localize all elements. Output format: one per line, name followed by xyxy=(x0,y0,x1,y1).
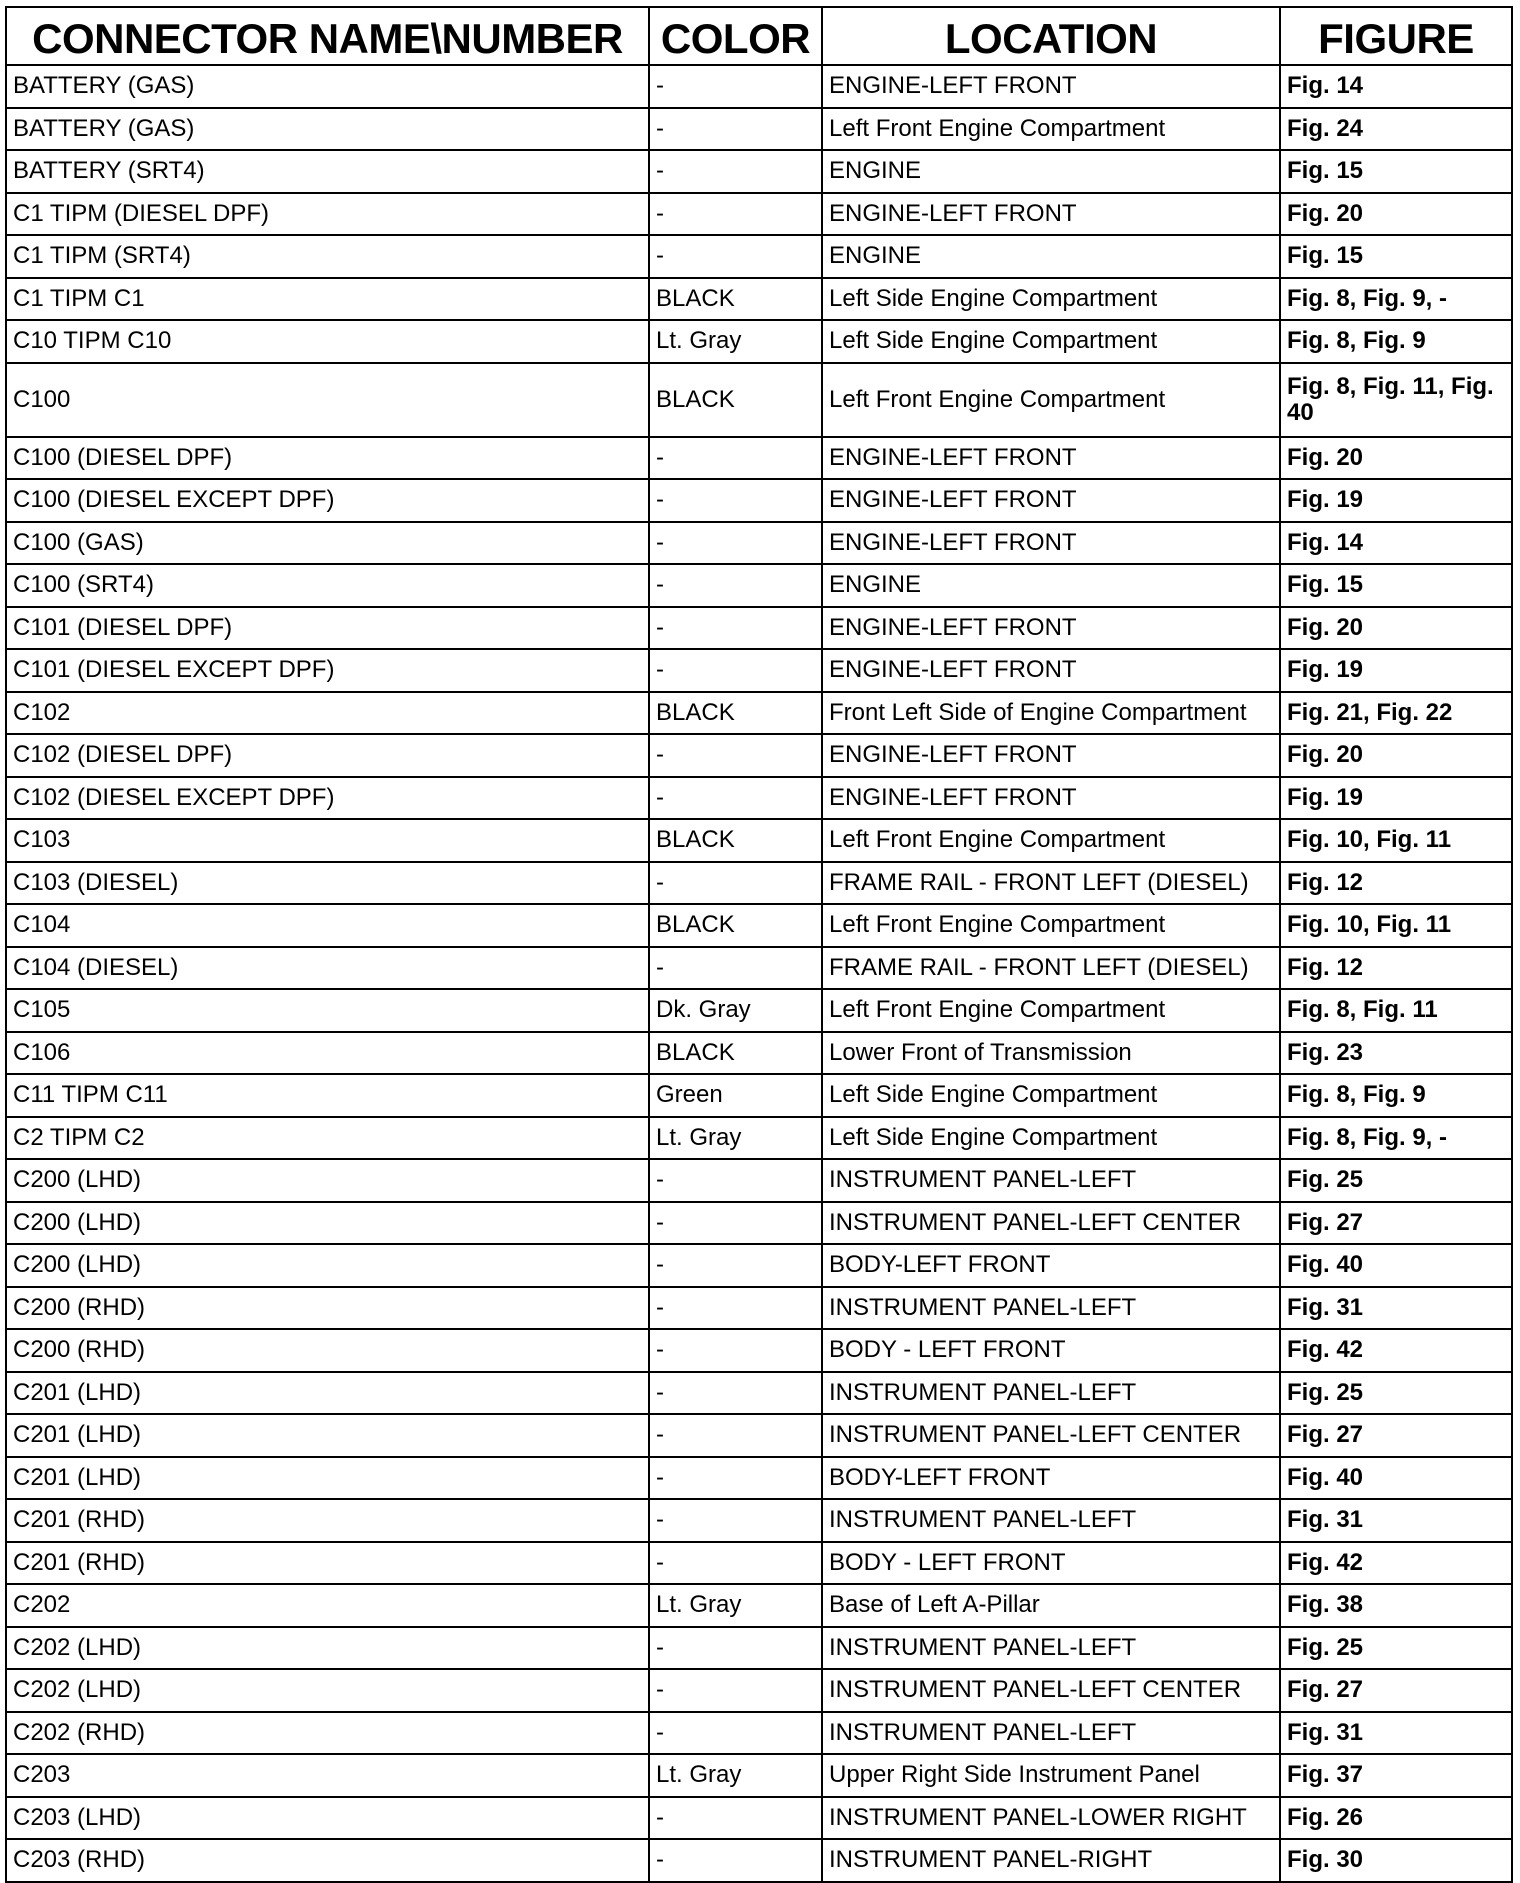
connector-name-cell: C203 (LHD) xyxy=(6,1797,649,1840)
connector-name-cell: C200 (LHD) xyxy=(6,1159,649,1202)
figure-cell: Fig. 24 xyxy=(1280,108,1512,151)
figure-cell: Fig. 19 xyxy=(1280,649,1512,692)
location-cell: FRAME RAIL - FRONT LEFT (DIESEL) xyxy=(822,947,1280,990)
table-row xyxy=(6,1839,1512,1882)
table-row xyxy=(6,320,1512,363)
connector-name-cell: C100 (GAS) xyxy=(6,522,649,565)
color-cell: - xyxy=(649,1839,822,1882)
location-cell: Left Front Engine Compartment xyxy=(822,904,1280,947)
location-cell: Base of Left A-Pillar xyxy=(822,1584,1280,1627)
table-row xyxy=(6,437,1512,480)
figure-cell: Fig. 40 xyxy=(1280,1457,1512,1500)
connector-name-cell: C102 (DIESEL DPF) xyxy=(6,734,649,777)
connector-name-cell: BATTERY (SRT4) xyxy=(6,150,649,193)
table-row xyxy=(6,1117,1512,1160)
color-cell: - xyxy=(649,1669,822,1712)
location-cell: Left Front Engine Compartment xyxy=(822,989,1280,1032)
figure-cell: Fig. 31 xyxy=(1280,1712,1512,1755)
location-cell: ENGINE-LEFT FRONT xyxy=(822,649,1280,692)
color-cell: Lt. Gray xyxy=(649,1584,822,1627)
color-cell: - xyxy=(649,522,822,565)
location-cell: ENGINE xyxy=(822,150,1280,193)
table-row xyxy=(6,1712,1512,1755)
table-row xyxy=(6,989,1512,1032)
figure-cell: Fig. 14 xyxy=(1280,65,1512,108)
figure-cell: Fig. 42 xyxy=(1280,1542,1512,1585)
location-cell: ENGINE-LEFT FRONT xyxy=(822,607,1280,650)
table-row xyxy=(6,108,1512,151)
connector-name-cell: C200 (RHD) xyxy=(6,1329,649,1372)
table-row xyxy=(6,1287,1512,1330)
connector-name-cell: BATTERY (GAS) xyxy=(6,65,649,108)
table-row xyxy=(6,649,1512,692)
location-cell: ENGINE-LEFT FRONT xyxy=(822,479,1280,522)
connector-name-cell: C201 (LHD) xyxy=(6,1414,649,1457)
color-cell: - xyxy=(649,1372,822,1415)
figure-cell: Fig. 21, Fig. 22 xyxy=(1280,692,1512,735)
table-row xyxy=(6,819,1512,862)
table-row xyxy=(6,607,1512,650)
location-cell: INSTRUMENT PANEL-LEFT xyxy=(822,1712,1280,1755)
table-row xyxy=(6,1032,1512,1075)
figure-cell: Fig. 20 xyxy=(1280,437,1512,480)
location-cell: Left Front Engine Compartment xyxy=(822,363,1280,437)
table-row xyxy=(6,1457,1512,1500)
header-color: COLOR xyxy=(649,7,822,65)
location-cell: Left Side Engine Compartment xyxy=(822,320,1280,363)
header-location: LOCATION xyxy=(822,7,1280,65)
color-cell: - xyxy=(649,862,822,905)
connector-name-cell: C103 (DIESEL) xyxy=(6,862,649,905)
table-row xyxy=(6,777,1512,820)
figure-cell: Fig. 8, Fig. 9, - xyxy=(1280,278,1512,321)
color-cell: Dk. Gray xyxy=(649,989,822,1032)
table-row xyxy=(6,278,1512,321)
location-cell: ENGINE-LEFT FRONT xyxy=(822,777,1280,820)
connector-name-cell: BATTERY (GAS) xyxy=(6,108,649,151)
location-cell: INSTRUMENT PANEL-LEFT xyxy=(822,1627,1280,1670)
connector-name-cell: C103 xyxy=(6,819,649,862)
color-cell: - xyxy=(649,1457,822,1500)
connector-name-cell: C200 (RHD) xyxy=(6,1287,649,1330)
figure-cell: Fig. 8, Fig. 9 xyxy=(1280,1074,1512,1117)
location-cell: FRAME RAIL - FRONT LEFT (DIESEL) xyxy=(822,862,1280,905)
figure-cell: Fig. 19 xyxy=(1280,777,1512,820)
location-cell: Left Front Engine Compartment xyxy=(822,108,1280,151)
connector-name-cell: C102 (DIESEL EXCEPT DPF) xyxy=(6,777,649,820)
connector-name-cell: C203 (RHD) xyxy=(6,1839,649,1882)
connector-name-cell: C202 xyxy=(6,1584,649,1627)
color-cell: BLACK xyxy=(649,1032,822,1075)
table-row xyxy=(6,1414,1512,1457)
table-row xyxy=(6,1159,1512,1202)
color-cell: - xyxy=(649,1159,822,1202)
location-cell: ENGINE-LEFT FRONT xyxy=(822,522,1280,565)
location-cell: Left Side Engine Compartment xyxy=(822,1074,1280,1117)
figure-cell: Fig. 20 xyxy=(1280,734,1512,777)
location-cell: INSTRUMENT PANEL-LEFT xyxy=(822,1372,1280,1415)
connector-name-cell: C100 (DIESEL EXCEPT DPF) xyxy=(6,479,649,522)
figure-cell: Fig. 8, Fig. 9 xyxy=(1280,320,1512,363)
color-cell: BLACK xyxy=(649,904,822,947)
figure-cell: Fig. 31 xyxy=(1280,1499,1512,1542)
figure-cell: Fig. 12 xyxy=(1280,862,1512,905)
connector-name-cell: C200 (LHD) xyxy=(6,1244,649,1287)
figure-cell: Fig. 27 xyxy=(1280,1202,1512,1245)
location-cell: ENGINE xyxy=(822,235,1280,278)
figure-cell: Fig. 42 xyxy=(1280,1329,1512,1372)
color-cell: - xyxy=(649,1202,822,1245)
color-cell: - xyxy=(649,1542,822,1585)
connector-name-cell: C100 xyxy=(6,363,649,437)
connector-name-cell: C201 (RHD) xyxy=(6,1499,649,1542)
header-figure: FIGURE xyxy=(1280,7,1512,65)
color-cell: - xyxy=(649,777,822,820)
color-cell: - xyxy=(649,734,822,777)
location-cell: INSTRUMENT PANEL-LOWER RIGHT xyxy=(822,1797,1280,1840)
location-cell: INSTRUMENT PANEL-LEFT xyxy=(822,1499,1280,1542)
figure-cell: Fig. 15 xyxy=(1280,150,1512,193)
figure-cell: Fig. 19 xyxy=(1280,479,1512,522)
table-row xyxy=(6,150,1512,193)
location-cell: INSTRUMENT PANEL-LEFT CENTER xyxy=(822,1414,1280,1457)
color-cell: - xyxy=(649,108,822,151)
figure-cell: Fig. 8, Fig. 9, - xyxy=(1280,1117,1512,1160)
figure-cell: Fig. 25 xyxy=(1280,1627,1512,1670)
figure-cell: Fig. 38 xyxy=(1280,1584,1512,1627)
figure-cell: Fig. 10, Fig. 11 xyxy=(1280,819,1512,862)
table-row xyxy=(6,363,1512,437)
color-cell: BLACK xyxy=(649,819,822,862)
table-row xyxy=(6,564,1512,607)
table-row xyxy=(6,1627,1512,1670)
connector-table xyxy=(5,6,1513,1883)
color-cell: BLACK xyxy=(649,278,822,321)
color-cell: - xyxy=(649,193,822,236)
connector-name-cell: C100 (SRT4) xyxy=(6,564,649,607)
figure-cell: Fig. 15 xyxy=(1280,235,1512,278)
color-cell: - xyxy=(649,1627,822,1670)
color-cell: - xyxy=(649,1797,822,1840)
location-cell: ENGINE-LEFT FRONT xyxy=(822,734,1280,777)
color-cell: BLACK xyxy=(649,692,822,735)
color-cell: - xyxy=(649,65,822,108)
connector-name-cell: C202 (RHD) xyxy=(6,1712,649,1755)
connector-name-cell: C105 xyxy=(6,989,649,1032)
table-row xyxy=(6,1584,1512,1627)
location-cell: BODY - LEFT FRONT xyxy=(822,1542,1280,1585)
connector-name-cell: C104 xyxy=(6,904,649,947)
color-cell: - xyxy=(649,1712,822,1755)
table-row xyxy=(6,692,1512,735)
color-cell: - xyxy=(649,479,822,522)
location-cell: Left Side Engine Compartment xyxy=(822,278,1280,321)
figure-cell: Fig. 27 xyxy=(1280,1414,1512,1457)
table-row xyxy=(6,479,1512,522)
color-cell: - xyxy=(649,564,822,607)
color-cell: - xyxy=(649,1414,822,1457)
location-cell: ENGINE xyxy=(822,564,1280,607)
table-row xyxy=(6,1202,1512,1245)
figure-cell: Fig. 25 xyxy=(1280,1372,1512,1415)
table-row xyxy=(6,1542,1512,1585)
location-cell: BODY-LEFT FRONT xyxy=(822,1457,1280,1500)
location-cell: INSTRUMENT PANEL-LEFT CENTER xyxy=(822,1202,1280,1245)
table-row xyxy=(6,1797,1512,1840)
figure-cell: Fig. 20 xyxy=(1280,193,1512,236)
connector-name-cell: C101 (DIESEL EXCEPT DPF) xyxy=(6,649,649,692)
table-row xyxy=(6,235,1512,278)
location-cell: INSTRUMENT PANEL-RIGHT xyxy=(822,1839,1280,1882)
color-cell: - xyxy=(649,607,822,650)
color-cell: - xyxy=(649,1244,822,1287)
figure-cell: Fig. 12 xyxy=(1280,947,1512,990)
figure-cell: Fig. 37 xyxy=(1280,1754,1512,1797)
table-row xyxy=(6,1754,1512,1797)
connector-name-cell: C1 TIPM C1 xyxy=(6,278,649,321)
figure-cell: Fig. 20 xyxy=(1280,607,1512,650)
connector-name-cell: C201 (RHD) xyxy=(6,1542,649,1585)
location-cell: BODY - LEFT FRONT xyxy=(822,1329,1280,1372)
color-cell: - xyxy=(649,1287,822,1330)
color-cell: - xyxy=(649,1329,822,1372)
figure-cell: Fig. 30 xyxy=(1280,1839,1512,1882)
table-row xyxy=(6,1244,1512,1287)
color-cell: - xyxy=(649,235,822,278)
table-row xyxy=(6,1499,1512,1542)
location-cell: Left Side Engine Compartment xyxy=(822,1117,1280,1160)
figure-cell: Fig. 40 xyxy=(1280,1244,1512,1287)
table-row xyxy=(6,65,1512,108)
color-cell: Lt. Gray xyxy=(649,1117,822,1160)
color-cell: - xyxy=(649,150,822,193)
location-cell: INSTRUMENT PANEL-LEFT xyxy=(822,1159,1280,1202)
table-row xyxy=(6,947,1512,990)
figure-cell: Fig. 27 xyxy=(1280,1669,1512,1712)
location-cell: ENGINE-LEFT FRONT xyxy=(822,65,1280,108)
header-connector-name: CONNECTOR NAME\NUMBER xyxy=(6,7,649,65)
location-cell: INSTRUMENT PANEL-LEFT xyxy=(822,1287,1280,1330)
table-body xyxy=(6,65,1512,1882)
location-cell: Left Front Engine Compartment xyxy=(822,819,1280,862)
table-row xyxy=(6,1329,1512,1372)
connector-name-cell: C1 TIPM (DIESEL DPF) xyxy=(6,193,649,236)
color-cell: - xyxy=(649,947,822,990)
connector-name-cell: C202 (LHD) xyxy=(6,1669,649,1712)
color-cell: Green xyxy=(649,1074,822,1117)
color-cell: - xyxy=(649,1499,822,1542)
connector-name-cell: C101 (DIESEL DPF) xyxy=(6,607,649,650)
table-row xyxy=(6,522,1512,565)
location-cell: Front Left Side of Engine Compartment xyxy=(822,692,1280,735)
connector-name-cell: C2 TIPM C2 xyxy=(6,1117,649,1160)
connector-name-cell: C104 (DIESEL) xyxy=(6,947,649,990)
connector-name-cell: C201 (LHD) xyxy=(6,1372,649,1415)
location-cell: Upper Right Side Instrument Panel xyxy=(822,1754,1280,1797)
color-cell: - xyxy=(649,649,822,692)
color-cell: - xyxy=(649,437,822,480)
table-row xyxy=(6,1372,1512,1415)
color-cell: BLACK xyxy=(649,363,822,437)
figure-cell: Fig. 31 xyxy=(1280,1287,1512,1330)
figure-cell: Fig. 23 xyxy=(1280,1032,1512,1075)
connector-name-cell: C11 TIPM C11 xyxy=(6,1074,649,1117)
table-row xyxy=(6,904,1512,947)
location-cell: ENGINE-LEFT FRONT xyxy=(822,437,1280,480)
figure-cell: Fig. 10, Fig. 11 xyxy=(1280,904,1512,947)
figure-cell: Fig. 8, Fig. 11, Fig. 40 xyxy=(1280,363,1512,437)
connector-name-cell: C102 xyxy=(6,692,649,735)
connector-name-cell: C10 TIPM C10 xyxy=(6,320,649,363)
connector-name-cell: C202 (LHD) xyxy=(6,1627,649,1670)
color-cell: Lt. Gray xyxy=(649,320,822,363)
table-row xyxy=(6,1669,1512,1712)
location-cell: ENGINE-LEFT FRONT xyxy=(822,193,1280,236)
table-row xyxy=(6,193,1512,236)
connector-name-cell: C203 xyxy=(6,1754,649,1797)
figure-cell: Fig. 14 xyxy=(1280,522,1512,565)
figure-cell: Fig. 15 xyxy=(1280,564,1512,607)
figure-cell: Fig. 8, Fig. 11 xyxy=(1280,989,1512,1032)
table-row xyxy=(6,734,1512,777)
figure-cell: Fig. 25 xyxy=(1280,1159,1512,1202)
table-row xyxy=(6,1074,1512,1117)
header-row xyxy=(6,7,1512,65)
location-cell: INSTRUMENT PANEL-LEFT CENTER xyxy=(822,1669,1280,1712)
connector-name-cell: C1 TIPM (SRT4) xyxy=(6,235,649,278)
location-cell: Lower Front of Transmission xyxy=(822,1032,1280,1075)
figure-cell: Fig. 26 xyxy=(1280,1797,1512,1840)
connector-name-cell: C201 (LHD) xyxy=(6,1457,649,1500)
location-cell: BODY-LEFT FRONT xyxy=(822,1244,1280,1287)
connector-name-cell: C100 (DIESEL DPF) xyxy=(6,437,649,480)
connector-name-cell: C200 (LHD) xyxy=(6,1202,649,1245)
color-cell: Lt. Gray xyxy=(649,1754,822,1797)
table-row xyxy=(6,862,1512,905)
connector-name-cell: C106 xyxy=(6,1032,649,1075)
